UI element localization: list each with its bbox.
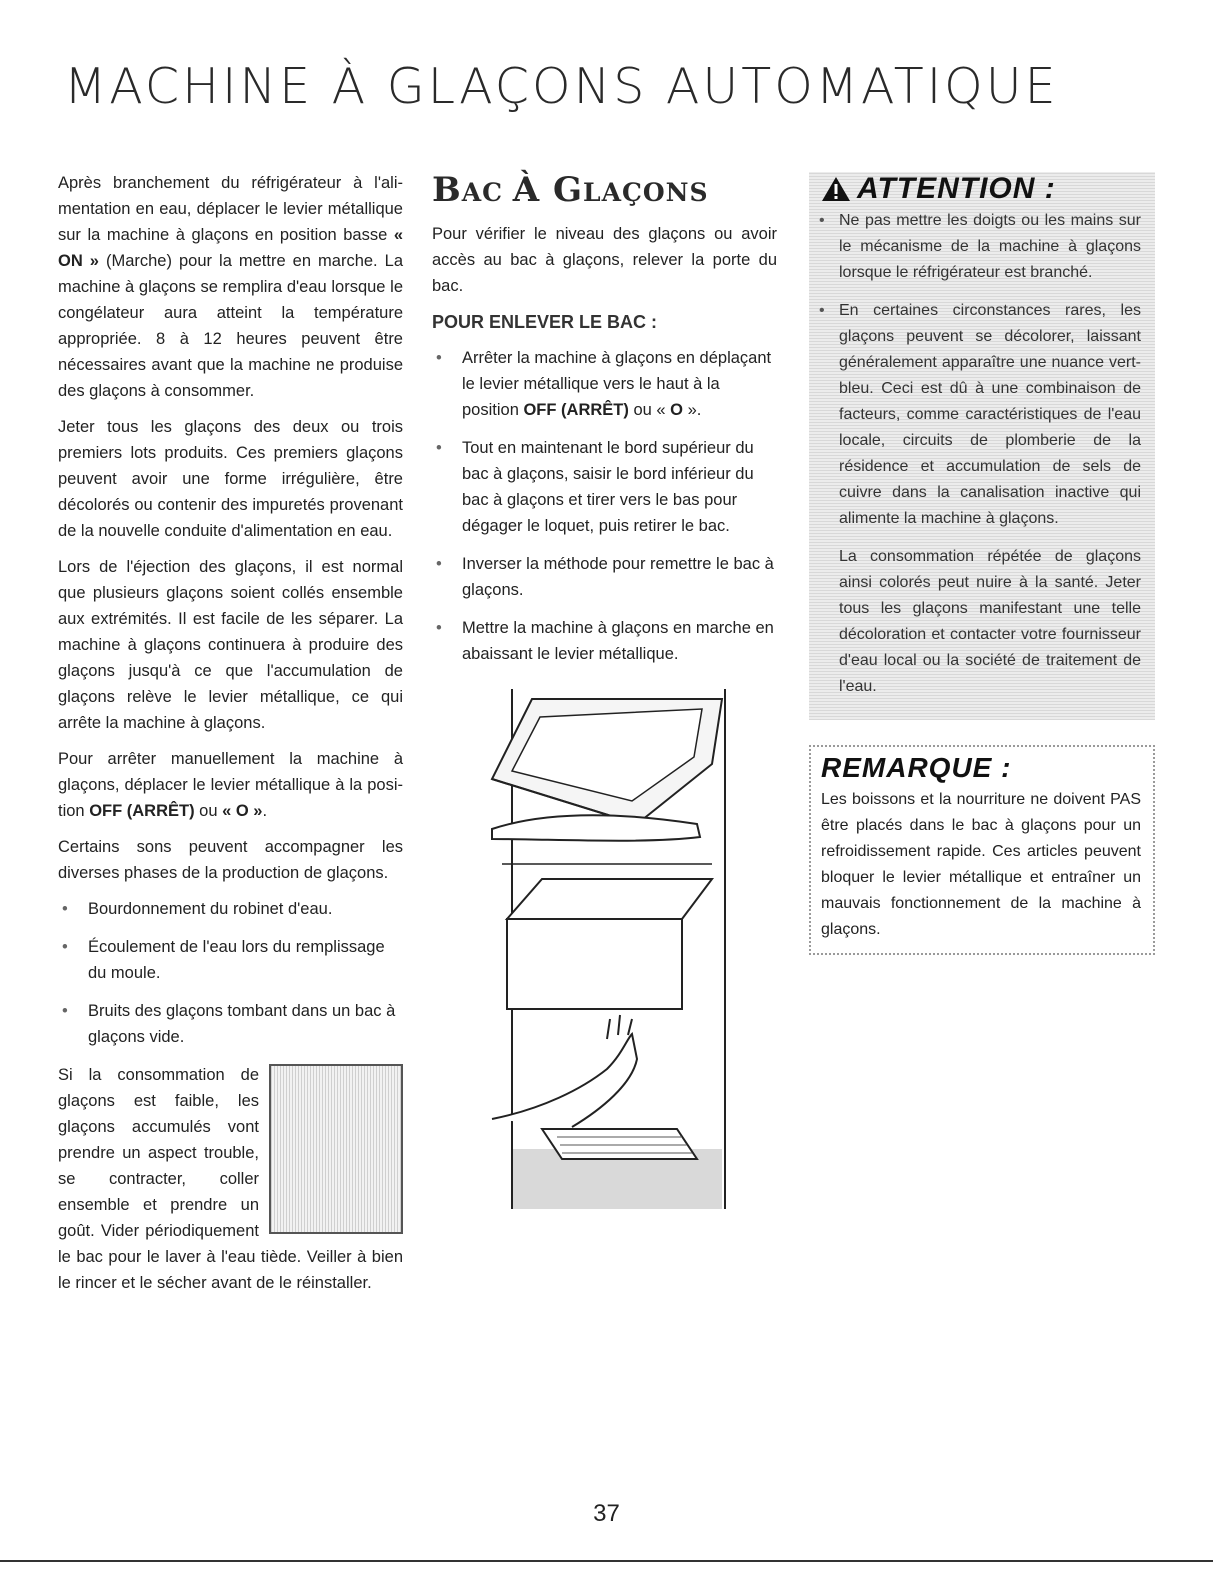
remarque-text: Les boissons et la nourriture ne doivent PAS être placés dans le bac à glaçons pour un refroidissement rapide. Ces articles peuvent bloquer le levier métallique et entraîner un mauvais fonctionnement de la machine à glaçons.: [821, 791, 1141, 938]
list-item: • Tout en maintenant le bord supérieur du bac à glaçons, saisir le bord inférieur du bac à glaçons et tirer vers le bas pour dégager le loquet, puis retirer le bac.: [432, 435, 777, 539]
list-item: • Arrêter la machine à glaçons en déplaçant le levier métallique vers le haut à la position OFF (ARRÊT) ou « O ».: [432, 345, 777, 423]
section-intro: Pour vérifier le niveau des glaçons ou avoir accès au bac à glaçons, relever la porte du bac.: [432, 225, 777, 295]
manual-stop-paragraph: Pour arrêter manuellement la machine à glaçons, déplacer le levier métallique à la posi-tion OFF (ARRÊT) ou « O ».: [58, 750, 403, 820]
list-item: • Inverser la méthode pour remettre le bac à glaçons.: [432, 551, 777, 603]
list-item: • Ne pas mettre les doigts ou les mains sur le mécanisme de la machine à glaçons lorsque le réfrigérateur est branché.: [817, 208, 1141, 286]
list-item: • Bruits des glaçons tombant dans un bac à glaçons vide.: [58, 998, 403, 1050]
remarque-box: [809, 745, 1155, 955]
page-number: 37: [593, 1500, 620, 1527]
ice-bin-removal-illustration: [432, 689, 732, 1229]
section-heading: BAC À GLAÇONS: [432, 170, 709, 210]
attention-box: [809, 172, 1155, 720]
ejection-paragraph: Lors de l'éjection des glaçons, il est normal que plusieurs glaçons soient collés ensemble aux extrémités. Il est facile de les séparer. La machine à glaçons continuera à produire des glaçons jusqu'à ce que l'accumulation de glaçons relève le levier métallique, ce qui arrête la machine à glaçons.: [58, 558, 403, 732]
left-column: [58, 170, 403, 1306]
on-label: « ON »: [58, 226, 403, 270]
ice-bin-illustration: [269, 1064, 403, 1234]
list-item: • En certaines circonstances rares, les glaçons peuvent se décolorer, laissant généralement apparaître une nuance vert-bleu. Ceci est dû à une combinaison de facteurs, comme caractéristiques de l'eau locale, circuits de plomberie de la résidence et accumulation de sels de cuivre dans la canalisation inactive qui alimente la machine à glaçons.: [817, 298, 1141, 532]
bottom-divider: [0, 1560, 1213, 1562]
warning-icon: [821, 176, 851, 202]
sounds-paragraph: Certains sons peuvent accompagner les diverses phases de la production de glaçons.: [58, 838, 403, 882]
remove-bin-steps: [432, 345, 777, 667]
intro-paragraph: Après branchement du réfrigérateur à l'ali-mentation en eau, déplacer le levier métallique sur la machine à glaçons en position basse « ON » (Marche) pour la mettre en marche. La machine à glaçons se remplira d'eau lorsque le congélateur aura atteint la température appropriée. 8 à 12 heures peuvent être nécessaires avant que la machine ne produise des glaçons à consommer.: [58, 174, 403, 400]
attention-list: [817, 208, 1141, 532]
list-item: • Écoulement de l'eau lors du remplissage du moule.: [58, 934, 403, 986]
attention-heading: ATTENTION :: [821, 176, 1141, 202]
discard-first-batches-paragraph: Jeter tous les glaçons des deux ou trois premiers lots produits. Ces premiers glaçons peuvent avoir une forme irrégulière, être décolorés ou contenir des impuretés provenant de la nouvelle conduite d'alimentation en eau.: [58, 418, 403, 540]
attention-paragraph: La consommation répétée de glaçons ainsi colorés peut nuire à la santé. Jeter tous les glaçons manifestant une telle décoloration et contacter votre fournisseur d'eau local ou la société de traitement de l'eau.: [839, 548, 1141, 695]
low-usage-paragraph: Si la consommation de glaçons est faible, les glaçons accumulés vont prendre un aspect trouble, se contracter, coller ensemble et prendre un goût. Vider périodiquement le bac pour le laver à l'eau tiède. Veiller à bien le rincer et le sécher avant de le réinstaller.: [58, 1066, 403, 1292]
middle-column: [432, 170, 777, 1229]
page-title: MACHINE À GLAÇONS AUTOMATIQUE: [64, 58, 1059, 115]
list-item: • Mettre la machine à glaçons en marche en abaissant le levier métallique.: [432, 615, 777, 667]
remarque-heading: REMARQUE :: [821, 752, 1012, 783]
off-label: OFF (ARRÊT): [89, 802, 195, 820]
list-item: • Bourdonnement du robinet d'eau.: [58, 896, 403, 922]
remove-bin-subheading: POUR ENLEVER LE BAC :: [432, 312, 658, 332]
sounds-list: [58, 896, 403, 1050]
